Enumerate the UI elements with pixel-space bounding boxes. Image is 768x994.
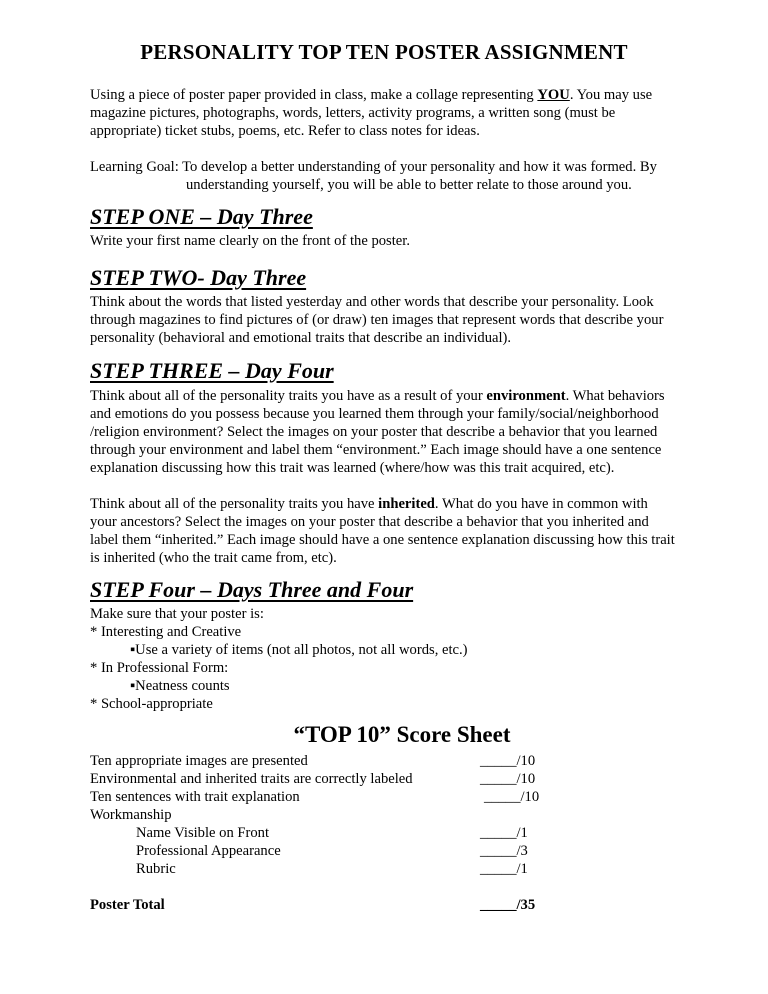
intro-line-1 — [90, 86, 652, 104]
step-one-text: Write your first name clearly on the front of the poster. — [90, 233, 410, 249]
step-three-p1-line-2: and emotions do you possess because you learned them through your family/social/neighborhood — [90, 406, 659, 422]
step-one-heading: STEP ONE – Day Three — [90, 204, 313, 229]
step-two-heading: STEP TWO- Day Three — [90, 265, 307, 290]
score-row-label: Ten sentences with trait explanation — [90, 789, 300, 805]
step-three-text: Think about all of the personality traits you have as a result of your — [90, 388, 487, 404]
intro-line-2: magazine pictures, photographs, words, letters, activity programs, a written song (must be — [90, 105, 616, 121]
learning-goal-line-1: Learning Goal: To develop a better understanding of your personality and how it was formed. By — [90, 159, 657, 175]
score-row-label: Environmental and inherited traits are correctly labeled — [90, 771, 413, 787]
step-three-heading: STEP THREE – Day Four — [90, 358, 334, 383]
score-row-value: _____/1 — [480, 861, 528, 877]
score-row-label: Rubric — [136, 861, 176, 877]
step-three-p2-line-4: is inherited (who the trait came from, etc). — [90, 550, 337, 566]
inherited-emphasis: inherited — [378, 496, 435, 512]
score-row-value: _____/10 — [480, 771, 536, 787]
step-four-heading: STEP Four – Days Three and Four — [90, 577, 414, 602]
learning-goal-line-2: understanding yourself, you will be able to better relate to those around you. — [186, 177, 632, 193]
step-three-p1-line-1 — [90, 387, 665, 405]
step-four-line-6: * School-appropriate — [90, 696, 213, 712]
step-two-line-3: personality (behavioral and emotional traits that describe an individual). — [90, 330, 512, 346]
score-row-value: _____/10 — [480, 753, 536, 769]
poster-total-label: Poster Total — [90, 897, 165, 913]
step-three-p2-line-2: your ancestors? Select the images on your poster that describe a behavior that you inherited and — [90, 514, 649, 530]
step-three-text: . What do you have in common with — [434, 496, 648, 512]
step-three-p1-line-4: through your environment and label them “environment.” Each image should have a one sentence — [90, 442, 662, 458]
poster-total-score — [480, 896, 535, 914]
step-three-text: . What behaviors — [565, 388, 665, 404]
intro-line-3: appropriate) ticket stubs, poems, etc. Refer to class notes for ideas. — [90, 123, 480, 139]
step-three-text: Think about all of the personality traits you have — [90, 496, 379, 512]
poster-total-max: /35 — [516, 897, 536, 913]
poster-total-blank: _____ — [480, 897, 517, 913]
page-title: PERSONALITY TOP TEN POSTER ASSIGNMENT — [140, 40, 628, 64]
score-row-label: Workmanship — [90, 807, 172, 823]
step-two-line-2: through magazines to find pictures of (or draw) ten images that represent words that describe your — [90, 312, 664, 328]
score-row-value: _____/3 — [480, 843, 528, 859]
score-row-label: Name Visible on Front — [136, 825, 270, 841]
step-three-p1-line-3: /religion environment? Select the images on your poster that describe a behavior that you learned — [90, 424, 658, 440]
environment-emphasis: environment — [486, 388, 566, 404]
step-four-line-4: * In Professional Form: — [90, 660, 229, 676]
intro-text: Using a piece of poster paper provided in class, make a collage representing — [90, 87, 538, 103]
step-four-line-5: ▪Neatness counts — [130, 678, 230, 694]
step-two-line-1: Think about the words that listed yesterday and other words that describe your personality. Look — [90, 294, 654, 310]
score-row-label: Professional Appearance — [136, 843, 281, 859]
score-row-value: _____/10 — [484, 789, 540, 805]
score-row-label: Ten appropriate images are presented — [90, 753, 308, 769]
step-three-p1-line-5: explanation discussing how this trait was learned (where/how was this trait acquired, etc). — [90, 460, 615, 476]
intro-text: . You may use — [569, 87, 653, 103]
intro-you-emphasis: YOU — [537, 87, 570, 103]
step-four-line-1: Make sure that your poster is: — [90, 606, 264, 622]
score-row-value: _____/1 — [480, 825, 528, 841]
step-four-line-3: ▪Use a variety of items (not all photos, not all words, etc.) — [130, 642, 468, 658]
step-three-p2-line-3: label them “inherited.” Each image should have a one sentence explanation discussing how this trait — [90, 532, 675, 548]
step-three-p2-line-1 — [90, 495, 648, 513]
step-four-line-2: * Interesting and Creative — [90, 624, 242, 640]
score-sheet-title: “TOP 10” Score Sheet — [293, 722, 511, 747]
